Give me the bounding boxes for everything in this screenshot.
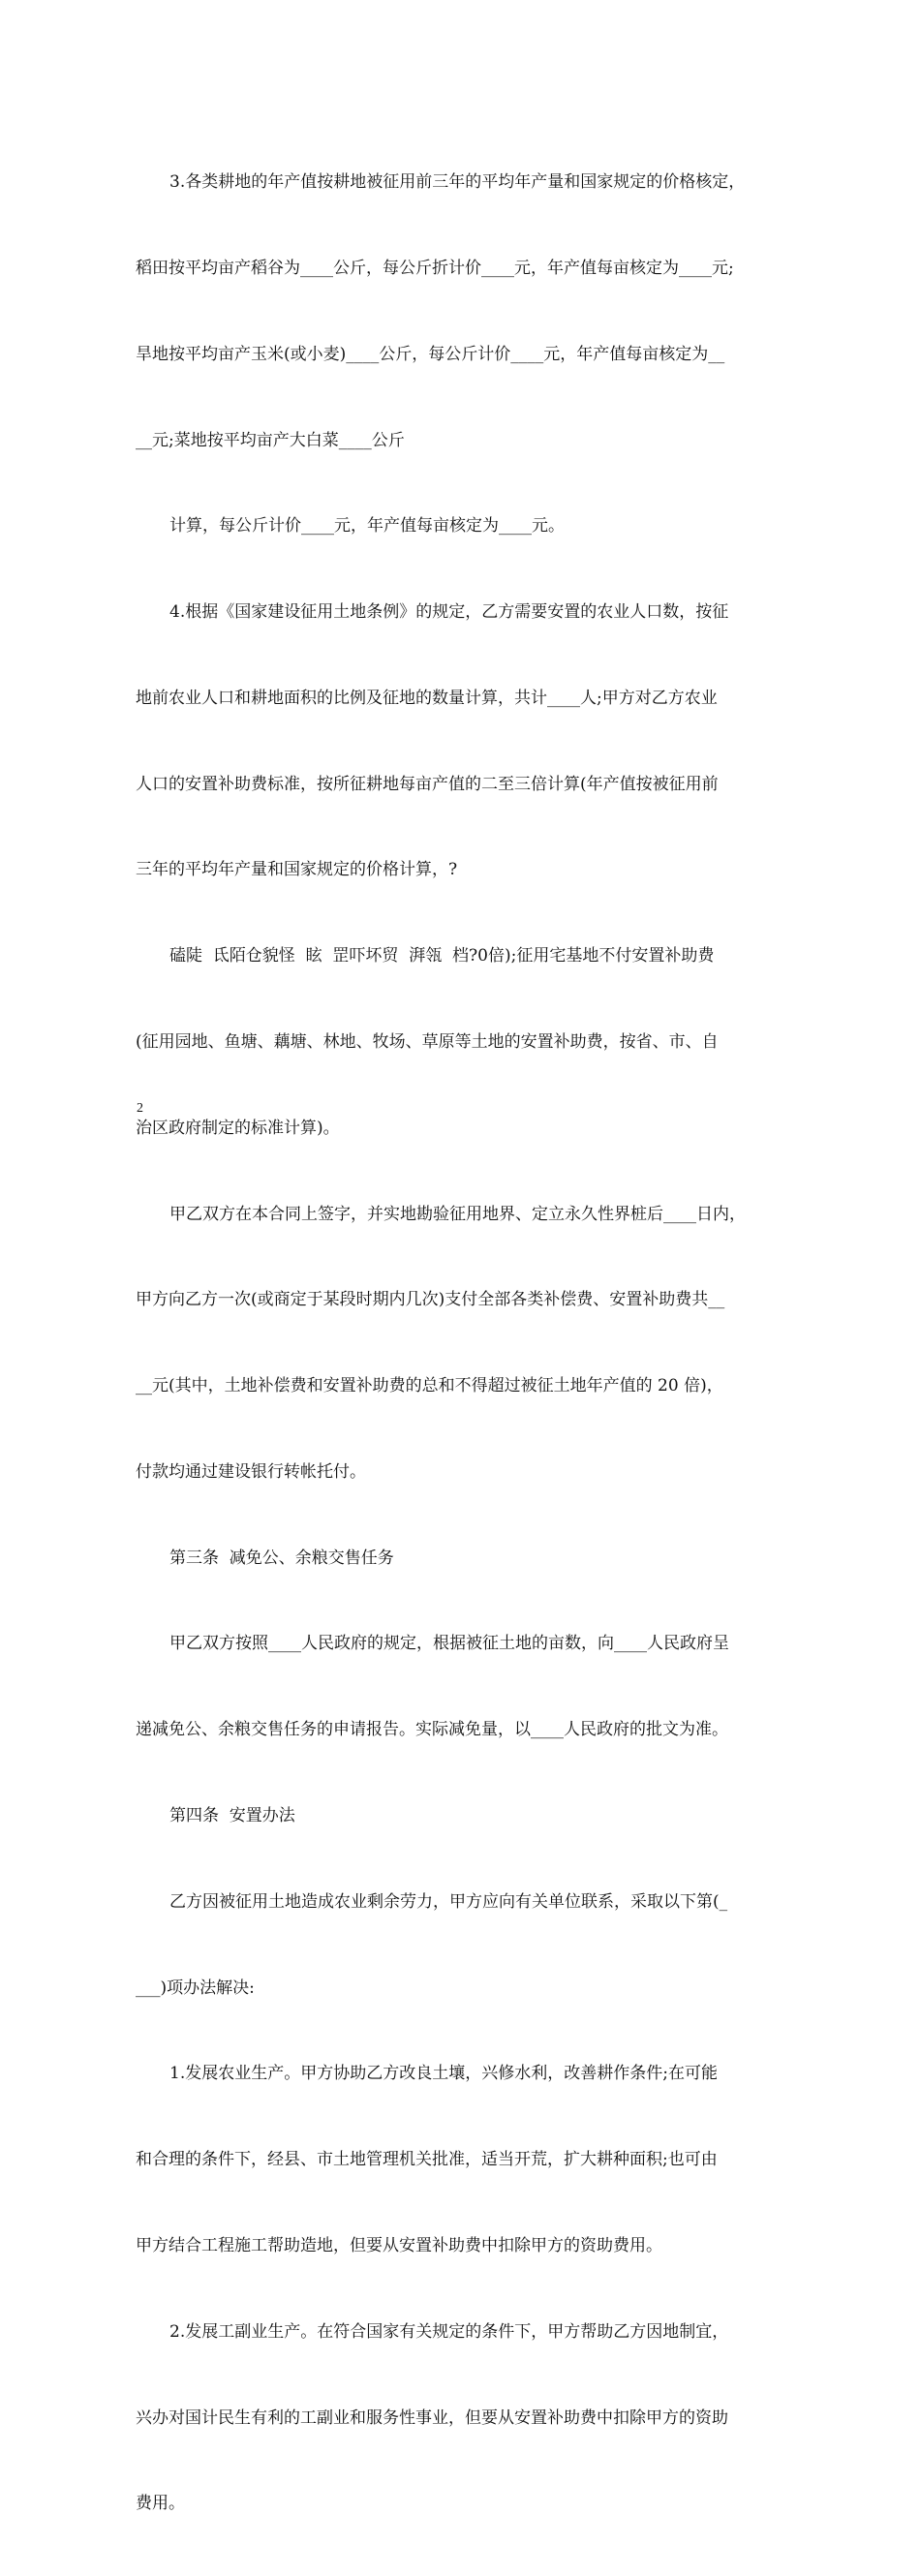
- text-line: 1.发展农业生产。甲方协助乙方改良土壤，兴修水利，改善耕作条件;在可能: [169, 2064, 718, 2084]
- text-line: 3.各类耕地的年产值按耕地被征用前三年的平均年产量和国家规定的价格核定，: [169, 172, 746, 193]
- text-line: 稻田按平均亩产稻谷为____公斤，每公斤折计价____元，年产值每亩核定为____元;: [136, 258, 734, 278]
- text-line: 2.发展工副业生产。在符合国家有关规定的条件下，甲方帮助乙方因地制宜，: [169, 2321, 729, 2342]
- text-line: 甲乙双方在本合同上签字，并实地勘验征用地界、定立永久性界桩后____日内，: [169, 1204, 746, 1224]
- text-line: 地前农业人口和耕地面积的比例及征地的数量计算，共计____人;甲方对乙方农业: [136, 688, 718, 708]
- text-line: 人口的安置补助费标准，按所征耕地每亩产值的二至三倍计算(年产值按被征用前: [136, 774, 719, 794]
- text-line: 乙方因被征用土地造成农业剩余劳力，甲方应向有关单位联系，采取以下第(_: [169, 1891, 728, 1912]
- page-number: 2: [137, 1101, 143, 1116]
- section-heading: 第三条 减免公、余粮交售任务: [169, 1548, 394, 1568]
- document-body: [136, 111, 804, 2576]
- text-line: __元;菜地按平均亩产大白菜____公斤: [136, 430, 405, 450]
- text-line: 甲方结合工程施工帮助造地，但要从安置补助费中扣除甲方的资助费用。: [136, 2235, 662, 2255]
- text-line: (征用园地、鱼塘、藕塘、林地、牧场、草原等土地的安置补助费，按省、市、自: [136, 1032, 719, 1052]
- text-line: 费用。: [136, 2494, 185, 2514]
- text-line: 计算，每公斤计价____元，年产值每亩核定为____元。: [169, 516, 565, 537]
- body-text: [136, 111, 804, 2576]
- text-line: 磕陡 氐陌仓貌怪 眩 罡吓坏贸 湃瓴 档?0倍);征用宅基地不付安置补助费: [169, 946, 715, 966]
- text-line: 付款均通过建设银行转帐托付。: [136, 1461, 366, 1482]
- text-line: 和合理的条件下，经县、市土地管理机关批准，适当开荒，扩大耕种面积;也可由: [136, 2150, 718, 2170]
- text-line: 甲乙双方按照____人民政府的规定，根据被征土地的亩数，向____人民政府呈: [169, 1634, 729, 1654]
- text-line: 甲方向乙方一次(或商定于某段时期内几次)支付全部各类补偿费、安置补助费共__: [136, 1290, 725, 1310]
- text-line: 递减免公、余粮交售任务的申请报告。实际减免量，以____人民政府的批文为准。: [136, 1720, 728, 1740]
- text-line: 三年的平均年产量和国家规定的价格计算，?: [136, 860, 458, 880]
- text-line: 治区政府制定的标准计算)。: [136, 1118, 340, 1138]
- text-line: ___)项办法解决:: [136, 1978, 255, 1998]
- section-heading: 第四条 安置办法: [169, 1806, 295, 1826]
- text-line: 4.根据《国家建设征用土地条例》的规定，乙方需要安置的农业人口数，按征: [169, 602, 729, 623]
- text-line: __元(其中，土地补偿费和安置补助费的总和不得超过被征土地年产值的 20 倍)，: [136, 1376, 723, 1396]
- text-line: 兴办对国计民生有利的工副业和服务性事业，但要从安置补助费中扣除甲方的资助: [136, 2407, 728, 2428]
- text-line: 旱地按平均亩产玉米(或小麦)____公斤，每公斤计价____元，年产值每亩核定为__: [136, 344, 725, 364]
